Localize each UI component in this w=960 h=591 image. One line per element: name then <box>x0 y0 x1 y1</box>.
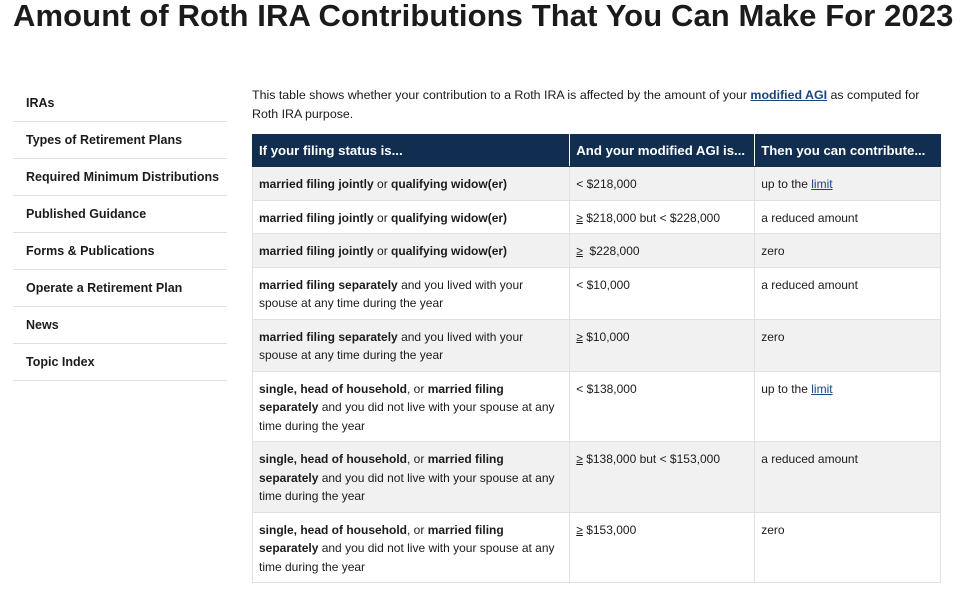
agi-cell <box>570 200 755 234</box>
filing-status-cell <box>253 267 570 319</box>
connector-text: , or <box>407 452 428 466</box>
connector-text: or <box>373 244 392 258</box>
contribution-cell <box>755 371 941 442</box>
status-term: married filing separately <box>259 381 504 414</box>
header-contribute: Then you can contribute... <box>755 135 941 167</box>
ge-symbol: ≥ <box>576 522 583 537</box>
condition-text: and you did not live with your spouse at any time during the year <box>259 541 555 574</box>
contribution-text: up to the <box>761 177 812 191</box>
page-title: Amount of Roth IRA Contributions That You Can Make For 2023 <box>13 0 954 33</box>
agi-value: $228,000 <box>582 244 640 258</box>
contribution-cell: zero <box>755 319 941 371</box>
limit-link[interactable]: limit <box>811 177 833 191</box>
sidebar-item-iras[interactable]: IRAs <box>13 85 227 122</box>
contribution-cell: zero <box>755 512 941 583</box>
header-modified-agi: And your modified AGI is... <box>570 135 755 167</box>
connector-text: or <box>373 210 392 225</box>
sidebar-item-operate-retirement-plan[interactable]: Operate a Retirement Plan <box>13 270 227 307</box>
sidebar-item-published-guidance[interactable]: Published Guidance <box>13 196 227 233</box>
filing-status-cell <box>253 442 570 513</box>
status-term: married filing separately <box>259 329 398 344</box>
sidebar-item-types-of-retirement-plans[interactable]: Types of Retirement Plans <box>13 122 227 159</box>
table-header-row <box>253 135 941 167</box>
status-term: married filing jointly <box>259 210 374 225</box>
sidebar-item-news[interactable]: News <box>13 307 227 344</box>
status-term: qualifying widow(er) <box>391 177 508 191</box>
agi-cell: < $138,000 <box>570 371 755 442</box>
status-term: married filing separately <box>259 452 504 485</box>
intro-text-before: This table shows whether your contribution to a Roth IRA is affected by the amount of your <box>252 88 751 102</box>
intro-text <box>252 86 944 124</box>
ge-symbol: ≥ <box>576 452 583 466</box>
agi-value: $10,000 <box>582 329 630 344</box>
ge-symbol: ≥ <box>576 244 583 258</box>
filing-status-cell <box>253 200 570 234</box>
agi-value: $218,000 but < $228,000 <box>582 210 720 225</box>
filing-status-cell <box>253 234 570 268</box>
connector-text: , or <box>407 522 428 537</box>
contribution-text: up to the <box>761 381 812 396</box>
condition-text: and you lived with your spouse at any time during the year <box>259 329 524 362</box>
filing-status-cell <box>253 319 570 371</box>
agi-value: $153,000 <box>582 522 637 537</box>
status-term: married filing separately <box>259 277 398 292</box>
sidebar-item-forms-publications[interactable]: Forms & Publications <box>13 233 227 270</box>
header-filing-status: If your filing status is... <box>253 135 570 167</box>
table-row <box>253 442 941 513</box>
modified-agi-link[interactable]: modified AGI <box>750 88 828 102</box>
contribution-cell: a reduced amount <box>755 267 941 319</box>
sidebar-item-required-minimum-distributions[interactable]: Required Minimum Distributions <box>13 159 227 196</box>
contribution-cell: a reduced amount <box>755 442 941 513</box>
status-term: single, head of household <box>259 452 408 466</box>
agi-cell <box>570 512 755 583</box>
status-term: qualifying widow(er) <box>391 210 508 225</box>
condition-text: and you did not live with your spouse at any time during the year <box>259 400 555 433</box>
agi-cell <box>570 234 755 268</box>
agi-cell: < $218,000 <box>570 167 755 201</box>
roth-ira-contribution-table <box>252 134 941 583</box>
sidebar-nav <box>13 85 227 381</box>
ge-symbol: ≥ <box>576 210 583 225</box>
status-term: single, head of household <box>259 381 408 396</box>
contribution-cell <box>755 167 941 201</box>
limit-link[interactable]: limit <box>811 381 833 396</box>
connector-text: , or <box>407 381 428 396</box>
filing-status-cell <box>253 371 570 442</box>
contribution-cell: a reduced amount <box>755 200 941 234</box>
status-term: married filing jointly <box>259 244 374 258</box>
intro-text-after: as computed for Roth IRA purpose. <box>252 88 920 121</box>
status-term: married filing separately <box>259 522 504 555</box>
condition-text: and you lived with your spouse at any time during the year <box>259 277 524 310</box>
table-row <box>253 267 941 319</box>
contribution-cell: zero <box>755 234 941 268</box>
table-row <box>253 234 941 268</box>
connector-text: or <box>373 177 392 191</box>
filing-status-cell <box>253 167 570 201</box>
table-row <box>253 512 941 583</box>
condition-text: and you did not live with your spouse at any time during the year <box>259 470 555 503</box>
table-row <box>253 319 941 371</box>
status-term: qualifying widow(er) <box>391 244 508 258</box>
table-row <box>253 200 941 234</box>
sidebar-item-topic-index[interactable]: Topic Index <box>13 344 227 381</box>
table-row <box>253 371 941 442</box>
status-term: married filing jointly <box>259 177 374 191</box>
agi-cell: < $10,000 <box>570 267 755 319</box>
agi-cell <box>570 319 755 371</box>
table-row <box>253 167 941 201</box>
agi-value: $138,000 but < $153,000 <box>582 452 720 466</box>
status-term: single, head of household <box>259 522 408 537</box>
filing-status-cell <box>253 512 570 583</box>
agi-cell <box>570 442 755 513</box>
ge-symbol: ≥ <box>576 329 583 344</box>
